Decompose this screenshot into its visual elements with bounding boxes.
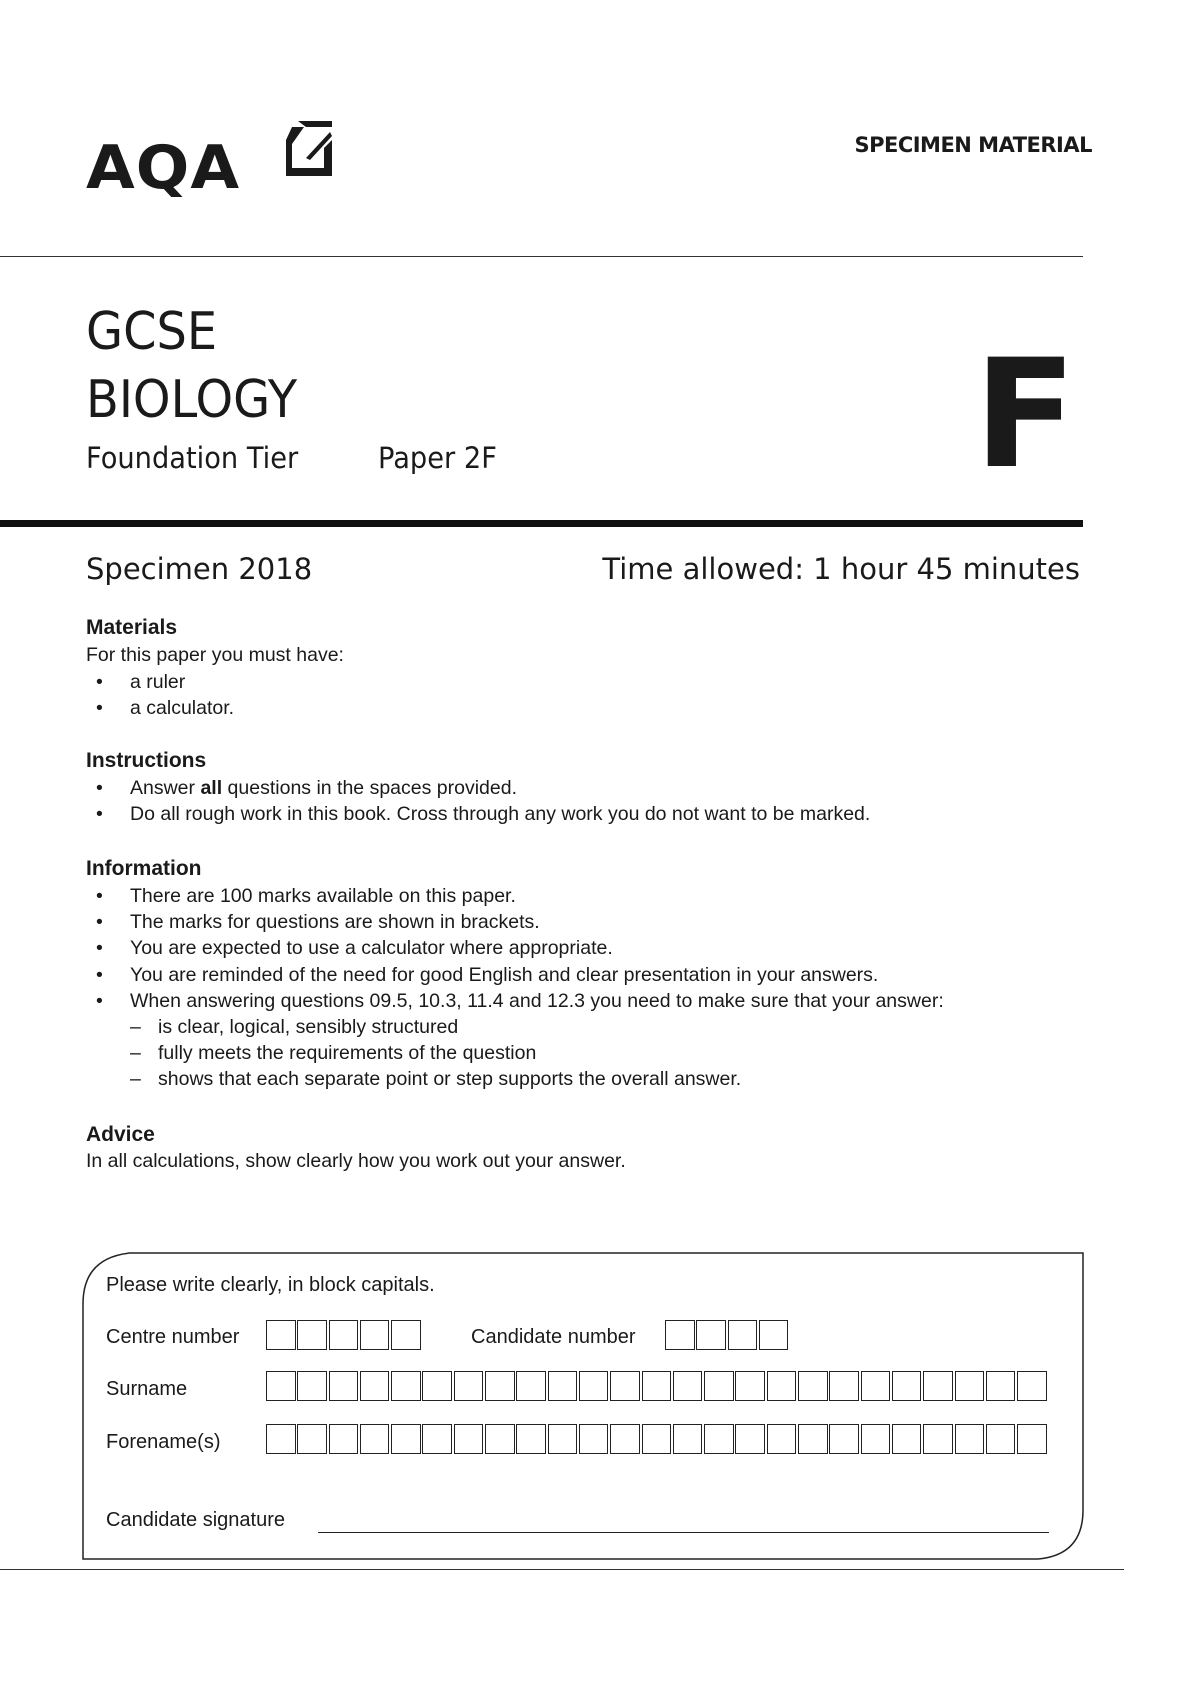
candidate-number-box[interactable] xyxy=(759,1320,789,1350)
surname-letter-box[interactable] xyxy=(861,1371,891,1401)
forename-letter-box[interactable] xyxy=(892,1424,922,1454)
centre-number-boxes[interactable] xyxy=(266,1320,422,1350)
surname-letter-box[interactable] xyxy=(986,1371,1016,1401)
list-item: • a calculator. xyxy=(86,695,234,721)
time-allowed: Time allowed: 1 hour 45 minutes xyxy=(602,552,1080,586)
information-list xyxy=(86,883,944,1014)
forename-letter-box[interactable] xyxy=(360,1424,390,1454)
materials-intro: For this paper you must have: xyxy=(86,644,344,666)
tier-letter: F xyxy=(974,328,1077,502)
surname-letter-box[interactable] xyxy=(642,1371,672,1401)
forename-letter-box[interactable] xyxy=(454,1424,484,1454)
surname-letter-box[interactable] xyxy=(422,1371,452,1401)
centre-number-box[interactable] xyxy=(360,1320,390,1350)
list-item: – fully meets the requirements of the question xyxy=(130,1040,741,1066)
surname-letter-box[interactable] xyxy=(735,1371,765,1401)
forename-letter-box[interactable] xyxy=(704,1424,734,1454)
surname-letter-box[interactable] xyxy=(516,1371,546,1401)
list-item: – is clear, logical, sensibly structured xyxy=(130,1014,741,1040)
forenames-label: Forename(s) xyxy=(106,1431,221,1453)
forename-letter-box[interactable] xyxy=(329,1424,359,1454)
surname-letter-box[interactable] xyxy=(297,1371,327,1401)
surname-letter-box[interactable] xyxy=(704,1371,734,1401)
header-divider xyxy=(0,256,1083,257)
forename-letter-box[interactable] xyxy=(579,1424,609,1454)
list-item: • Do all rough work in this book. Cross through any work you do not want to be marked. xyxy=(86,801,870,827)
block-capitals-prompt: Please write clearly, in block capitals. xyxy=(106,1274,435,1296)
forename-letter-box[interactable] xyxy=(297,1424,327,1454)
forename-letter-box[interactable] xyxy=(485,1424,515,1454)
forename-letter-box[interactable] xyxy=(422,1424,452,1454)
candidate-number-box[interactable] xyxy=(728,1320,758,1350)
footer-divider xyxy=(0,1569,1124,1570)
logo-text: AQA xyxy=(86,133,241,203)
specimen-year: Specimen 2018 xyxy=(86,552,313,586)
aqa-logo-mark-icon xyxy=(284,118,334,180)
surname-letter-box[interactable] xyxy=(610,1371,640,1401)
forename-letter-box[interactable] xyxy=(986,1424,1016,1454)
forename-letter-box[interactable] xyxy=(735,1424,765,1454)
forename-letter-box[interactable] xyxy=(391,1424,421,1454)
list-item: • Answer all questions in the spaces provided. xyxy=(86,775,870,801)
surname-letter-box[interactable] xyxy=(673,1371,703,1401)
candidate-signature-label: Candidate signature xyxy=(106,1509,286,1531)
surname-letter-box[interactable] xyxy=(1017,1371,1047,1401)
tier-label: Foundation Tier xyxy=(86,441,299,475)
materials-heading: Materials xyxy=(86,616,178,639)
surname-letter-box[interactable] xyxy=(329,1371,359,1401)
forename-letter-box[interactable] xyxy=(923,1424,953,1454)
surname-letter-box[interactable] xyxy=(955,1371,985,1401)
surname-letter-box[interactable] xyxy=(829,1371,859,1401)
list-item: • When answering questions 09.5, 10.3, 11.4 and 12.3 you need to make sure that your answer: xyxy=(86,988,944,1014)
list-item: • You are reminded of the need for good English and clear presentation in your answers. xyxy=(86,962,944,988)
list-item: • You are expected to use a calculator where appropriate. xyxy=(86,935,944,961)
forename-letter-box[interactable] xyxy=(642,1424,672,1454)
qualification-title: GCSE xyxy=(86,302,218,362)
instructions-heading: Instructions xyxy=(86,749,207,772)
aqa-logo xyxy=(86,118,356,218)
list-item: • a ruler xyxy=(86,669,234,695)
candidate-number-box[interactable] xyxy=(696,1320,726,1350)
candidate-details-box xyxy=(82,1252,1084,1560)
surname-letter-box[interactable] xyxy=(798,1371,828,1401)
candidate-signature-line[interactable] xyxy=(318,1532,1049,1533)
forename-letter-box[interactable] xyxy=(955,1424,985,1454)
surname-letter-box[interactable] xyxy=(923,1371,953,1401)
forename-letter-box[interactable] xyxy=(516,1424,546,1454)
forename-letter-box[interactable] xyxy=(673,1424,703,1454)
title-divider xyxy=(0,520,1083,527)
forename-letter-box[interactable] xyxy=(548,1424,578,1454)
information-heading: Information xyxy=(86,857,202,880)
list-item: – shows that each separate point or step supports the overall answer. xyxy=(130,1066,741,1092)
surname-letter-box[interactable] xyxy=(892,1371,922,1401)
forename-letter-box[interactable] xyxy=(798,1424,828,1454)
candidate-number-label: Candidate number xyxy=(471,1326,636,1348)
surname-boxes[interactable] xyxy=(266,1371,1048,1401)
surname-letter-box[interactable] xyxy=(266,1371,296,1401)
surname-letter-box[interactable] xyxy=(548,1371,578,1401)
candidate-number-box[interactable] xyxy=(665,1320,695,1350)
surname-letter-box[interactable] xyxy=(391,1371,421,1401)
centre-number-box[interactable] xyxy=(329,1320,359,1350)
forename-letter-box[interactable] xyxy=(610,1424,640,1454)
forename-letter-box[interactable] xyxy=(1017,1424,1047,1454)
advice-text: In all calculations, show clearly how you work out your answer. xyxy=(86,1150,626,1172)
advice-heading: Advice xyxy=(86,1123,155,1146)
subject-title: BIOLOGY xyxy=(86,370,298,430)
forename-letter-box[interactable] xyxy=(861,1424,891,1454)
answer-criteria-list xyxy=(130,1014,741,1093)
centre-number-box[interactable] xyxy=(391,1320,421,1350)
materials-list xyxy=(86,669,234,721)
centre-number-box[interactable] xyxy=(297,1320,327,1350)
surname-letter-box[interactable] xyxy=(485,1371,515,1401)
paper-label: Paper 2F xyxy=(378,441,497,475)
forename-letter-box[interactable] xyxy=(829,1424,859,1454)
centre-number-box[interactable] xyxy=(266,1320,296,1350)
surname-label: Surname xyxy=(106,1378,188,1400)
list-item: • The marks for questions are shown in brackets. xyxy=(86,909,944,935)
surname-letter-box[interactable] xyxy=(579,1371,609,1401)
list-item: • There are 100 marks available on this paper. xyxy=(86,883,944,909)
forename-letter-box[interactable] xyxy=(767,1424,797,1454)
centre-number-label: Centre number xyxy=(106,1326,240,1348)
surname-letter-box[interactable] xyxy=(767,1371,797,1401)
forename-letter-box[interactable] xyxy=(266,1424,296,1454)
forenames-boxes[interactable] xyxy=(266,1424,1048,1454)
surname-letter-box[interactable] xyxy=(454,1371,484,1401)
instructions-list xyxy=(86,775,870,827)
specimen-material-label: SPECIMEN MATERIAL xyxy=(854,133,1092,157)
candidate-number-boxes[interactable] xyxy=(665,1320,790,1350)
surname-letter-box[interactable] xyxy=(360,1371,390,1401)
